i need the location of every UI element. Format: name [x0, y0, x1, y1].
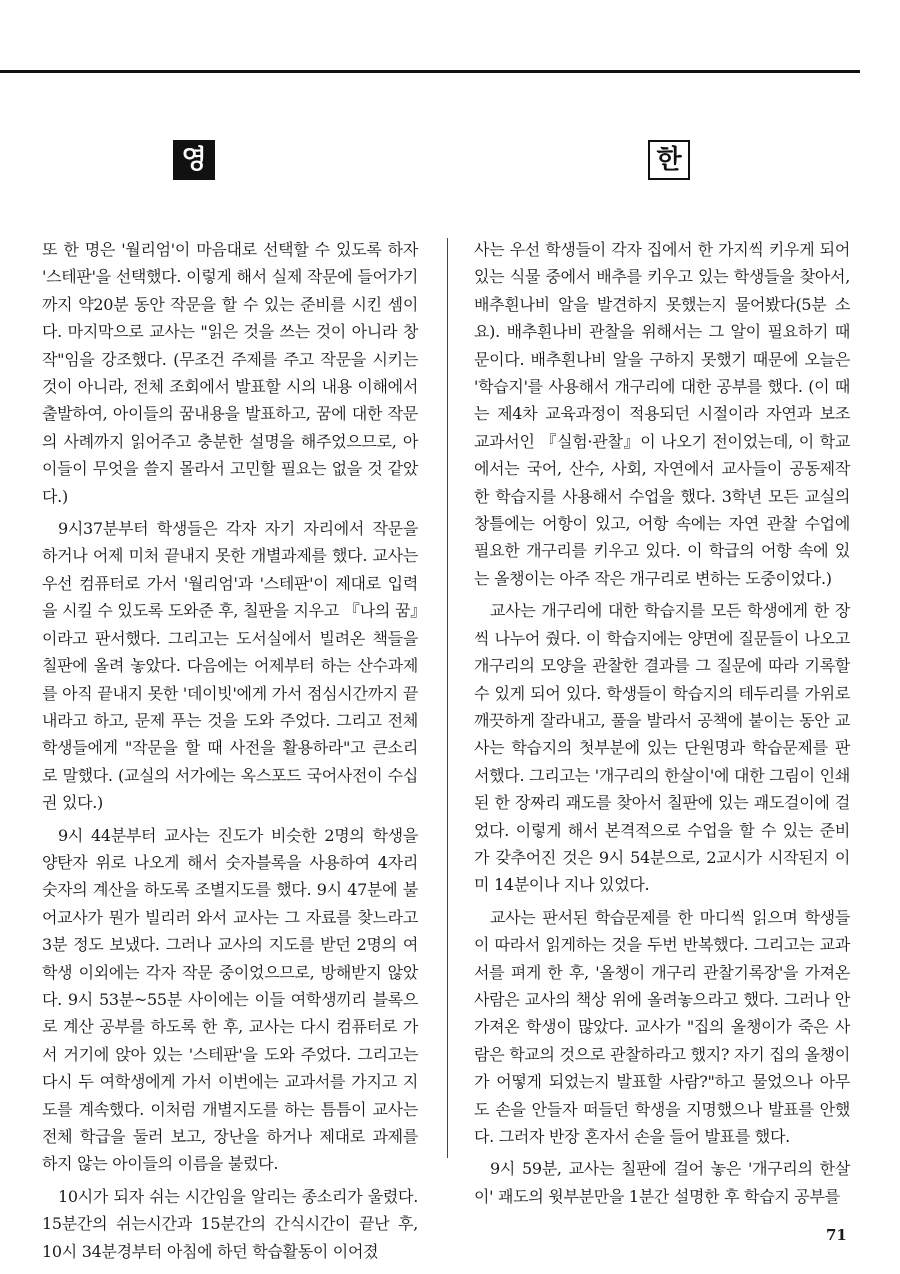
top-rule — [0, 70, 860, 73]
left-paragraph-1: 또 한 명은 '월리엄'이 마음대로 선택할 수 있도록 하자 '스테판'을 선택했다. 이렇게 해서 실제 작문에 들어가기까지 약20분 동안 작문을 할 수 있는 준비를 시킨 셈이다. 마지막으로 교사는 "읽은 것을 쓰는 것이 아니라 창작"임을 강조했다. (무조건 주제를 주고 작문을 시키는 것이 아니라, 전체 조회에서 발표할 시의 내용 이해에서 출발하여, 아이들의 꿈내용을 발표하고, 꿈에 대한 작문의 사례까지 읽어주고 충분한 설명을 해주었으므로, 아이들이 무엇을 쓸지 몰라서 고민할 필요는 없을 것 같았다.) — [42, 240, 418, 506]
right-paragraph-3: 교사는 판서된 학습문제를 한 마디씩 읽으며 학생들이 따라서 읽게하는 것을 두번 반복했다. 그리고는 교과서를 펴게 한 후, '올챙이 개구리 관찰기록장'을 가져온 사람은 교사의 책상 위에 올려놓으라고 했다. 그러나 안 가져온 학생이 많았다. 교사가 "집의 올챙이가 죽은 사람은 학교의 것으로 관찰하라고 했지? 자기 집의 올챙이가 어떻게 되었는지 발표할 사람?"하고 물었으나 아무도 손을 안들자 떠들던 학생을 지명했으나 발표를 안했다. 그러자 반장 혼자서 손을 들어 발표를 했다. — [474, 907, 850, 1146]
right-paragraph-2: 교사는 개구리에 대한 학습지를 모든 학생에게 한 장씩 나누어 줬다. 이 학습지에는 양면에 질문들이 나오고 개구리의 모양을 관찰한 결과를 그 질문에 따라 기록할 수 있게 되어 있다. 학생들이 학습지의 테두리를 가위로 깨끗하게 잘라내고, 풀을 발라서 공책에 붙이는 동안 교사는 학습지의 첫부분에 있는 단원명과 학습문제를 판서했다. 그리고는 '개구리의 한살이'에 대한 그림이 인쇄된 한 장짜리 괘도를 찾아서 칠판에 있는 괘도걸이에 걸었다. 이렇게 해서 본격적으로 수업을 할 수 있는 준비가 갖추어진 것은 9시 54분으로, 2교시가 시작된지 이미 14분이나 지나 있었다. — [474, 601, 850, 895]
right-paragraph-4: 9시 59분, 교사는 칠판에 걸어 놓은 '개구리의 한살이' 괘도의 윗부분만을 1분간 설명한 후 학습지 공부를 — [474, 1159, 850, 1206]
section-badge-left: 영 — [173, 140, 215, 180]
left-paragraph-4: 10시가 되자 쉬는 시간임을 알리는 종소리가 울렸다. 15분간의 쉬는시간과 15분간의 간식시간이 끝난 후, 10시 34분경부터 아침에 하던 학습활동이 이어졌 — [42, 1186, 418, 1261]
right-paragraph-1: 사는 우선 학생들이 각자 집에서 한 가지씩 키우게 되어 있는 식물 중에서 배추를 키우고 있는 학생들을 찾아서, 배추흰나비 알을 발견하지 못했는지 물어봤다(5분 소요). 배추흰나비 관찰을 위해서는 그 알이 필요하기 때문이다. 배추흰나비 알을 구하지 못했기 때문에 오늘은 '학습지'를 사용해서 개구리에 대한 공부를 했다. (이 때는 제4차 교육과정이 적용되던 시절이라 자연과 보조 교과서인 『실험·관찰』이 나오기 전이었는데, 이 학교에서는 국어, 산수, 사회, 자연에서 교사들이 공동제작한 학습지를 사용해서 수업을 했다. 3학년 모든 교실의 창틀에는 어항이 있고, 어항 속에는 자연 관찰 수업에 필요한 개구리를 키우고 있다. 이 학급의 어항 속에 있는 올챙이는 아주 작은 개구리로 변하는 도중이었다.) — [474, 240, 850, 588]
left-paragraph-3: 9시 44분부터 교사는 진도가 비슷한 2명의 학생을 양탄자 위로 나오게 해서 숫자블록을 사용하여 4자리 숫자의 계산을 하도록 조별지도를 했다. 9시 47분에 불어교사가 뭔가 빌리러 와서 교사는 그 자료를 찾느라고 3분 정도 보냈다. 그러나 교사의 지도를 받던 2명의 여학생 이외에는 각자 작문 중이었으므로, 방해받지 않았다. 9시 53분~55분 사이에는 이들 여학생끼리 블록으로 계산 공부를 하도록 한 후, 교사는 다시 컴퓨터로 가서 거기에 앉아 있는 '스테판'을 도와 주었다. 그리고는 다시 두 여학생에게 가서 이번에는 교과서를 가지고 지도를 계속했다. 이처럼 개별지도를 하는 틈틈이 교사는 전체 학급을 둘러 보고, 장난을 하거나 제대로 과제를 하지 않는 아이들의 이름을 불렀다. — [42, 825, 418, 1174]
left-column — [42, 236, 418, 1270]
left-paragraph-2: 9시37분부터 학생들은 각자 자기 자리에서 작문을 하거나 어제 미처 끝내지 못한 개별과제를 했다. 교사는 우선 컴퓨터로 가서 '월리엄'과 '스테판'이 제대로 입력을 시킬 수 있도록 도와준 후, 칠판을 지우고 『나의 꿈』이라고 판서했다. 그리고는 도서실에서 빌려온 책들을 칠판에 올려 놓았다. 다음에는 어제부터 하는 산수과제를 아직 끝내지 못한 '데이빗'에게 가서 점심시간까지 끝내라고 하고, 문제 푸는 것을 도와 주었다. 그리고 전체학생들에게 "작문을 할 때 사전을 활용하라"고 큰소리로 말했다. (교실의 서가에는 옥스포드 국어사전이 수십권 있다.) — [42, 519, 418, 813]
right-column — [474, 236, 850, 1215]
column-divider — [447, 238, 448, 1158]
page-number: 71 — [826, 1226, 847, 1244]
section-badge-right: 한 — [648, 140, 690, 180]
